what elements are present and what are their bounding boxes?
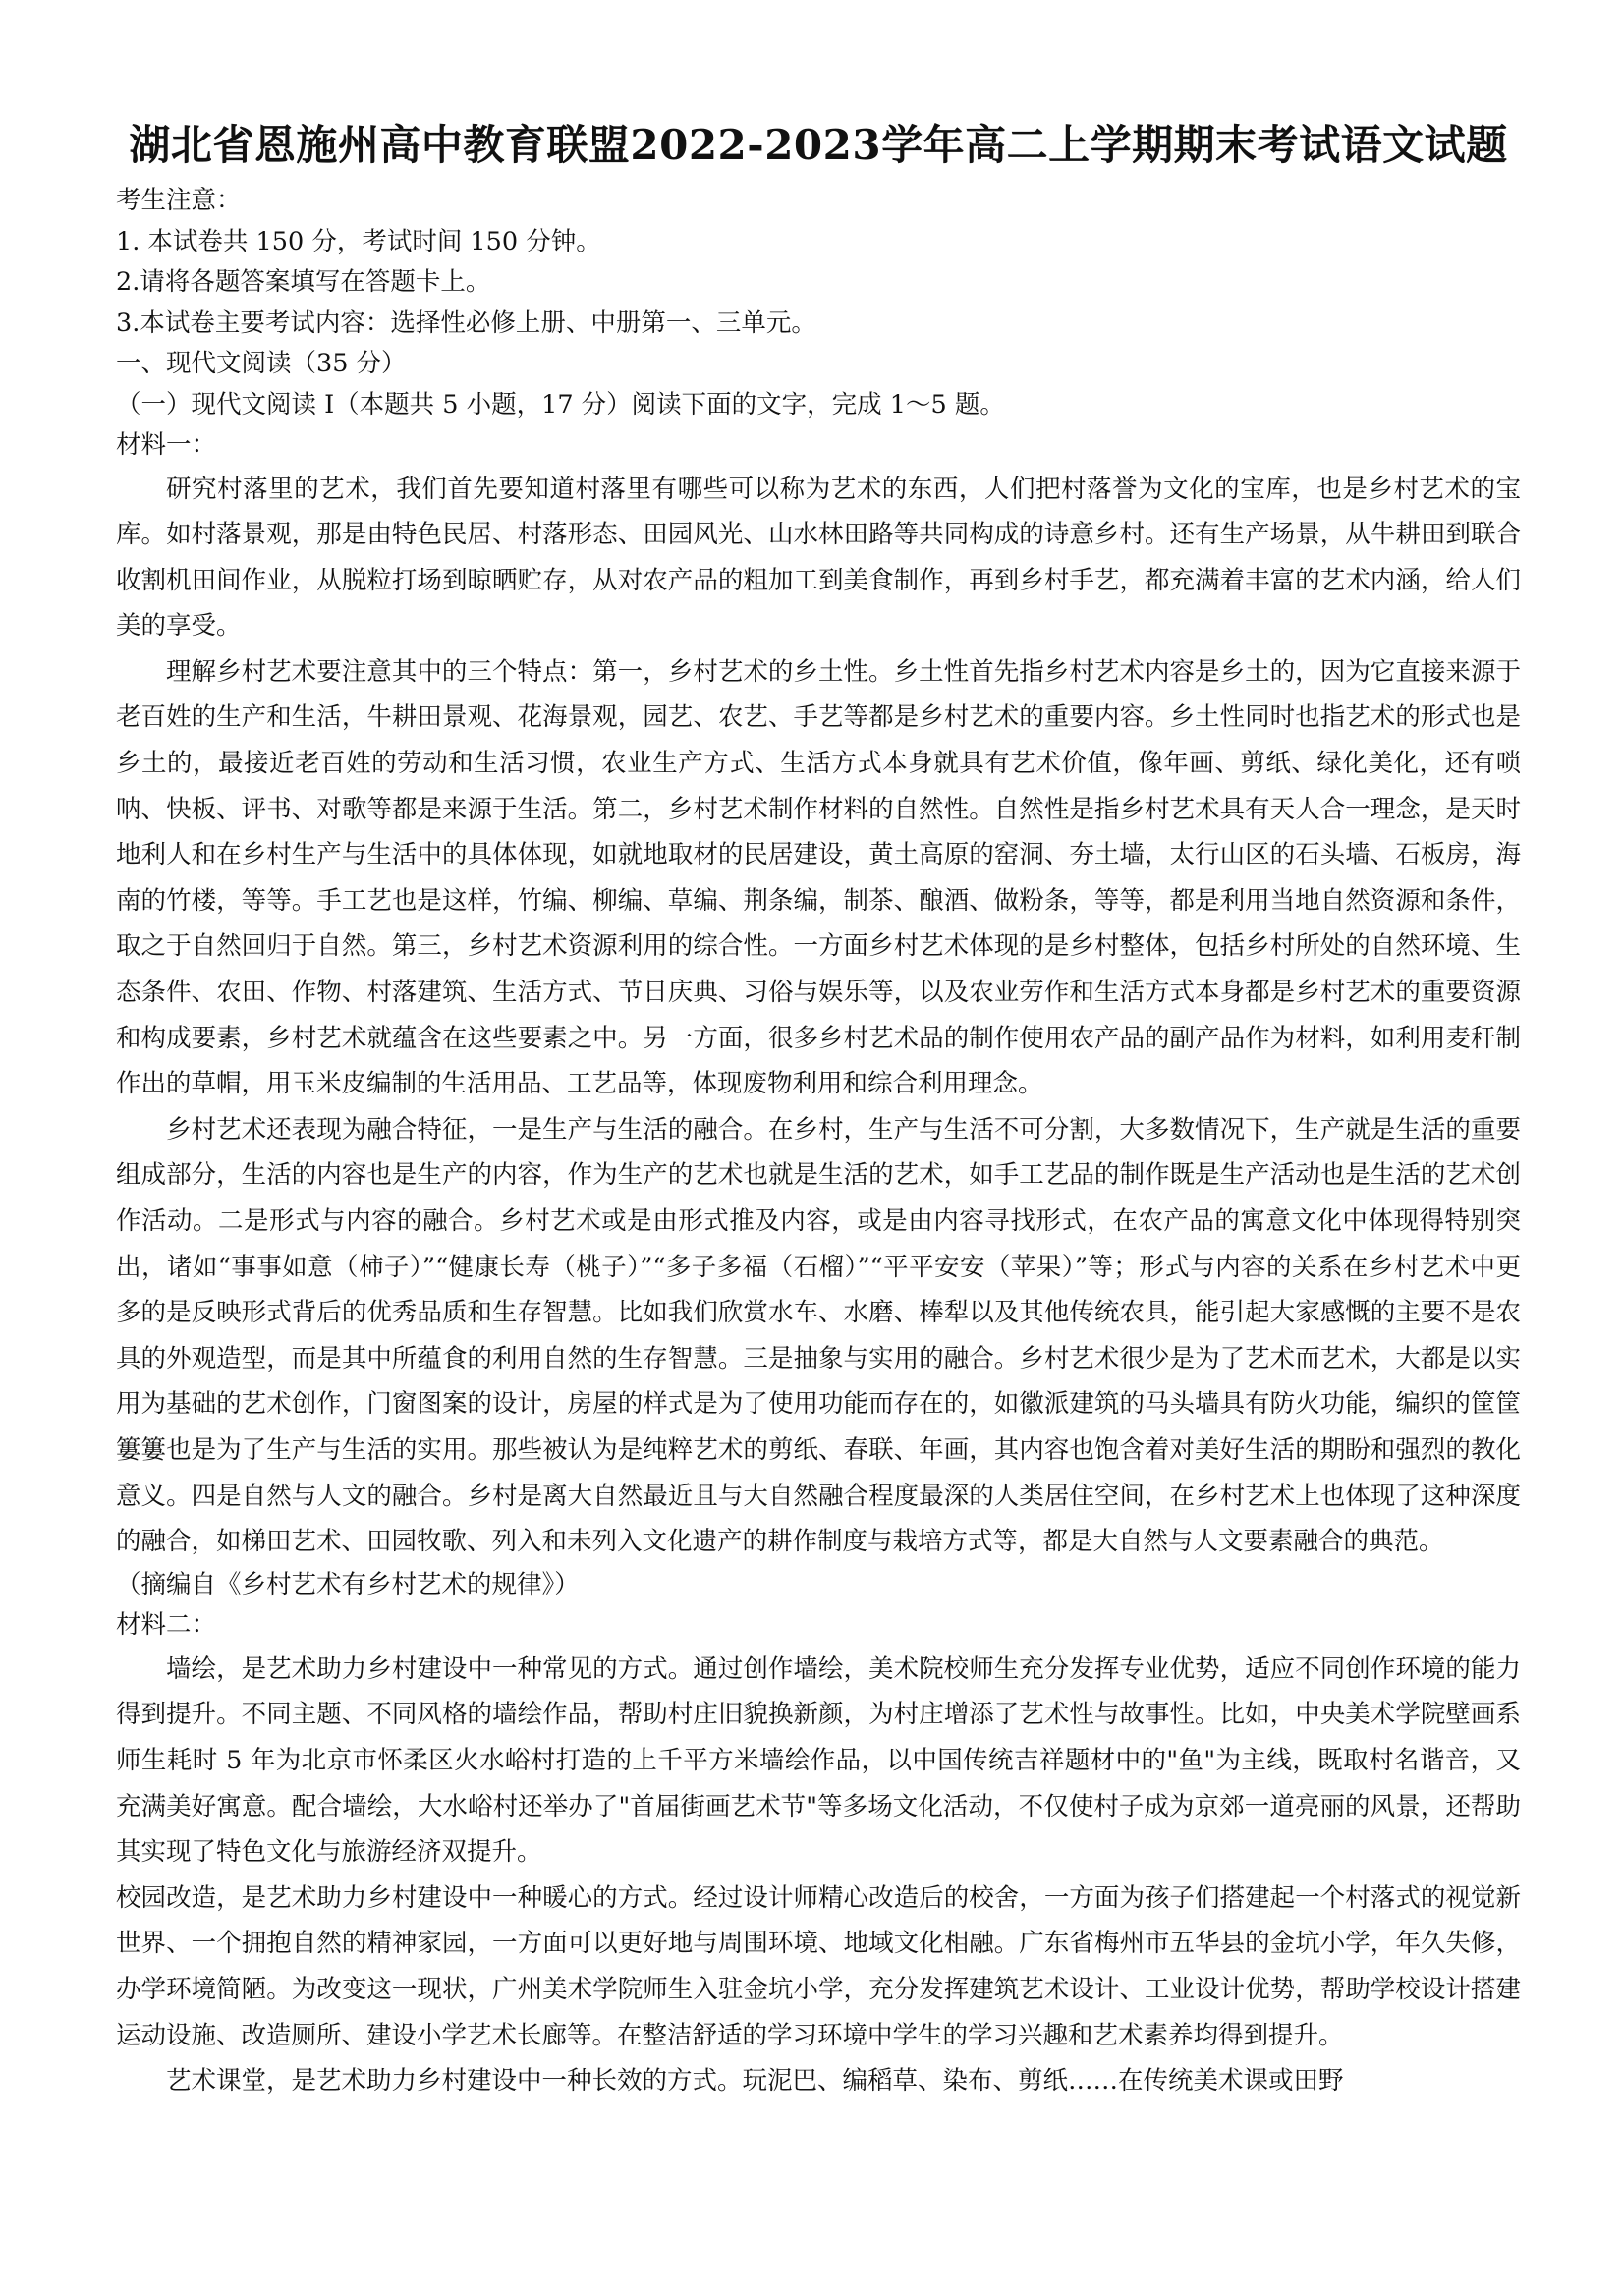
section-heading: 一、现代文阅读（35 分） xyxy=(116,349,407,378)
body-paragraph: 校园改造，是艺术助力乡村建设中一种暖心的方式。经过设计师精心改造后的校舍，一方面为孩子们搭建起一个村落式的视觉新世界、一个拥抱自然的精神家园，一方面可以更好地与周围环境、地域文化相融。广东省梅州市五华县的金坑小学，年久失修，办学环境简陋。为改变这一现状，广州美术学院师生入驻金坑小学，充分发挥建筑艺术设计、工业设计优势，帮助学校设计搭建运动设施、改造厕所、建设小学艺术长廊等。在整洁舒适的学习环境中学生的学习兴趣和艺术素养均得到提升。 xyxy=(116,1882,1521,2050)
notice-item: 2.请将各题答案填写在答题卡上。 xyxy=(116,267,491,297)
notice-heading: 考生注意： xyxy=(116,186,242,215)
body-paragraph: 乡村艺术还表现为融合特征，一是生产与生活的融合。在乡村，生产与生活不可分割，大多数情况下，生产就是生活的重要组成部分，生活的内容也是生产的内容，作为生产的艺术也就是生活的艺术，如手工艺品的制作既是生产活动也是生活的艺术创作活动。二是形式与内容的融合。乡村艺术或是由形式推及内容，或是由内容寻找形式，在农产品的寓意文化中体现得特别突出，诸如“事事如意（柿子）”“健康长寿（桃子）”“多子多福（石榴）”“平平安安（苹果）”等；形式与内容的关系在乡村艺术中更多的是反映形式背后的优秀品质和生存智慧。比如我们欣赏水车、水磨、棒犁以及其他传统农具，能引起大家感慨的主要不是农具的外观造型，而是其中所蕴食的利用自然的生存智慧。三是抽象与实用的融合。乡村艺术很少是为了艺术而艺术，大都是以实用为基础的艺术创作，门窗图案的设计，房屋的样式是为了使用功能而存在的，如徽派建筑的马头墙具有防火功能，编织的筐筐簍簍也是为了生产与生活的实用。那些被认为是纯粹艺术的剪纸、春联、年画，其内容也饱含着对美好生活的期盼和强烈的教化意义。四是自然与人文的融合。乡村是离大自然最近且与大自然融合程度最深的人类居住空间，在乡村艺术上也体现了这种深度的融合，如梯田艺术、田园牧歌、列入和未列入文化遗产的耕作制度与栽培方式等，都是大自然与人文要素融合的典范。 xyxy=(116,1114,1521,1557)
notice-item: 1. 本试卷共 150 分，考试时间 150 分钟。 xyxy=(116,226,601,256)
body-paragraph: 艺术课堂，是艺术助力乡村建设中一种长效的方式。玩泥巴、编稻草、染布、剪纸……在传统美术课或田野 xyxy=(166,2066,1344,2097)
page-title: 湖北省恩施州高中教育联盟2022-2023学年高二上学期期末考试语文试题 xyxy=(129,121,1508,169)
body-paragraph: 理解乡村艺术要注意其中的三个特点：第一，乡村艺术的乡土性。乡土性首先指乡村艺术内容是乡土的，因为它直接来源于老百姓的生产和生活，牛耕田景观、花海景观，园艺、农艺、手艺等都是乡村艺术的重要内容。乡土性同时也指艺术的形式也是乡土的，最接近老百姓的劳动和生活习惯，农业生产方式、生活方式本身就具有艺术价值，像年画、剪纸、绿化美化，还有唢呐、快板、评书、对歌等都是来源于生活。第二，乡村艺术制作材料的自然性。自然性是指乡村艺术具有天人合一理念，是天时地利人和在乡村生产与生活中的具体体现，如就地取材的民居建设，黄土高原的窑洞、夯土墙，太行山区的石头墙、石板房，海南的竹楼，等等。手工艺也是这样，竹编、柳编、草编、荆条编，制茶、酿酒、做粉条，等等，都是利用当地自然资源和条件，取之于自然回归于自然。第三，乡村艺术资源利用的综合性。一方面乡村艺术体现的是乡村整体，包括乡村所处的自然环境、生态条件、农田、作物、村落建筑、生活方式、节日庆典、习俗与娱乐等，以及农业劳作和生活方式本身都是乡村艺术的重要资源和构成要素，乡村艺术就蕴含在这些要素之中。另一方面，很多乡村艺术品的制作使用农产品的副产品作为材料，如利用麦秆制作出的草帽，用玉米皮编制的生活用品、工艺品等，体现废物利用和综合利用理念。 xyxy=(116,656,1521,1099)
subsection-heading: （一）现代文阅读 I（本题共 5 小题，17 分）阅读下面的文字，完成 1～5 题。 xyxy=(116,389,1005,420)
material-label: 材料二： xyxy=(116,1610,217,1641)
exam-page xyxy=(116,116,1521,2104)
body-paragraph: 研究村落里的艺术，我们首先要知道村落里有哪些可以称为艺术的东西，人们把村落誉为文化的宝库，也是乡村艺术的宝库。如村落景观，那是由特色民居、村落形态、田园风光、山水林田路等共同构成的诗意乡村。还有生产场景，从牛耕田到联合收割机田间作业，从脱粒打场到晾晒贮存，从对农产品的粗加工到美食制作，再到乡村手艺，都充满着丰富的艺术内涵，给人们美的享受。 xyxy=(116,474,1521,642)
material-label: 材料一： xyxy=(116,430,217,460)
source-citation: （摘编自《乡村艺术有乡村艺术的规律》） xyxy=(116,1569,580,1599)
notice-item: 3.本试卷主要考试内容：选择性必修上册、中册第一、三单元。 xyxy=(116,308,816,338)
body-paragraph: 墙绘，是艺术助力乡村建设中一种常见的方式。通过创作墙绘，美术院校师生充分发挥专业优势，适应不同创作环境的能力得到提升。不同主题、不同风格的墙绘作品，帮助村庄旧貌换新颜，为村庄增添了艺术性与故事性。比如，中央美术学院壁画系师生耗时 5 年为北京市怀柔区火水峪村打造的上千平方米墙绘作品，以中国传统吉祥题材中的"鱼"为主线，既取村名谐音，又充满美好寓意。配合墙绘，大水峪村还举办了"首届街画艺术节"等多场文化活动，不仅使村子成为京郊一道亮丽的风景，还帮助其实现了特色文化与旅游经济双提升。 xyxy=(116,1653,1521,1868)
